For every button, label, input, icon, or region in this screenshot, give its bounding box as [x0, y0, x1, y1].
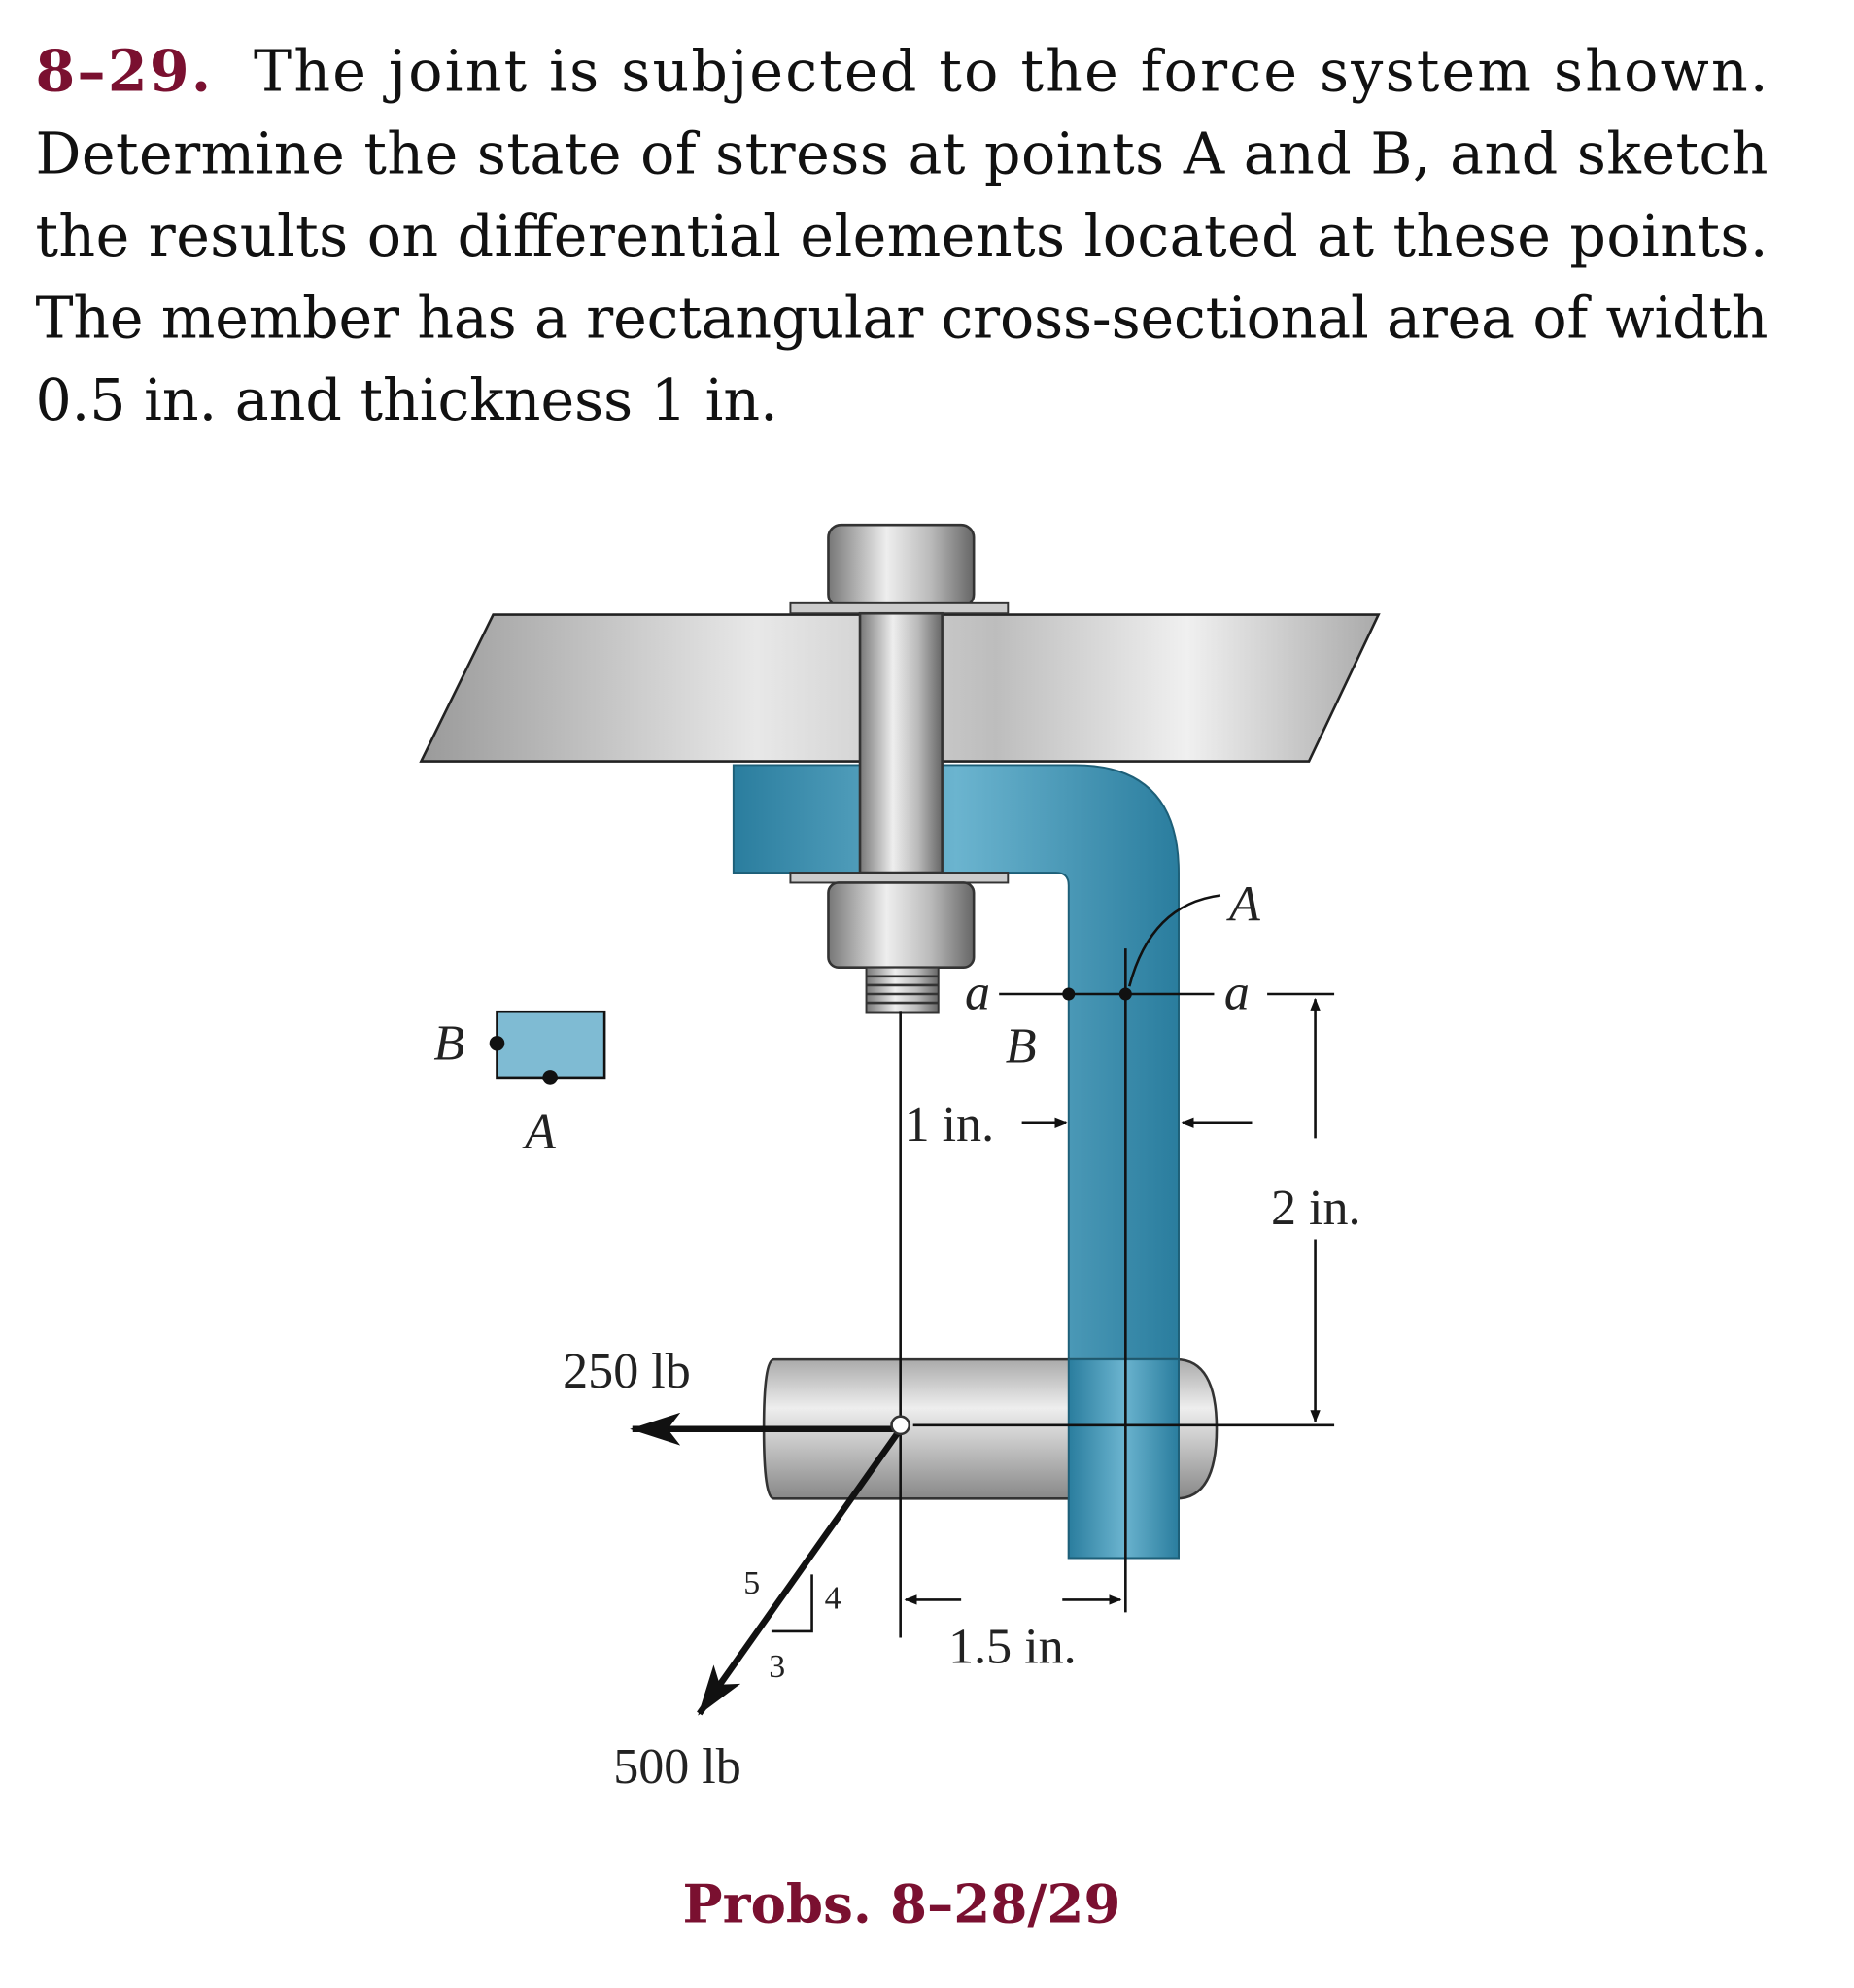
slope-hyp: 5 [743, 1564, 761, 1601]
cross-section-label-b: B [433, 1015, 465, 1072]
width-dimension: 1 in. [904, 1096, 995, 1152]
slope-run: 3 [769, 1648, 786, 1685]
problem-statement [35, 38, 1768, 433]
problem-number: 8–29. [35, 37, 212, 105]
label-b: B [1005, 1018, 1037, 1075]
force-500-label: 500 lb [613, 1739, 741, 1796]
svg-text:8–29. The joint is subje [35, 38, 1768, 105]
offset-dimension: 1.5 in. [948, 1619, 1077, 1675]
label-a: A [1229, 876, 1260, 933]
cross-section-label-a: A [525, 1104, 556, 1160]
statement-line: The joint is subjected to the force system shown. [254, 38, 1768, 105]
force-250-label: 250 lb [563, 1343, 691, 1399]
section-label: a [1223, 965, 1250, 1021]
statement-line: Determine the state of stress at points A and B, and sketch [35, 120, 1768, 188]
statement-line: the results on differential elements located at these points. [35, 202, 1768, 269]
point-b-marker [1062, 987, 1075, 1000]
point-a-marker [1119, 987, 1132, 1000]
statement-line: 0.5 in. and thickness 1 in. [35, 367, 778, 434]
statement-line: The member has a rectangular cross-sectional area of width [35, 285, 1768, 352]
height-dimension: 2 in. [1271, 1180, 1361, 1236]
joint-figure [421, 525, 1378, 1935]
cross-section-element [433, 1011, 604, 1160]
slope-rise: 4 [824, 1580, 841, 1617]
member-front [1069, 1359, 1179, 1558]
section-label: a [965, 965, 991, 1021]
figure-caption: Probs. 8–28/29 [682, 1872, 1121, 1936]
